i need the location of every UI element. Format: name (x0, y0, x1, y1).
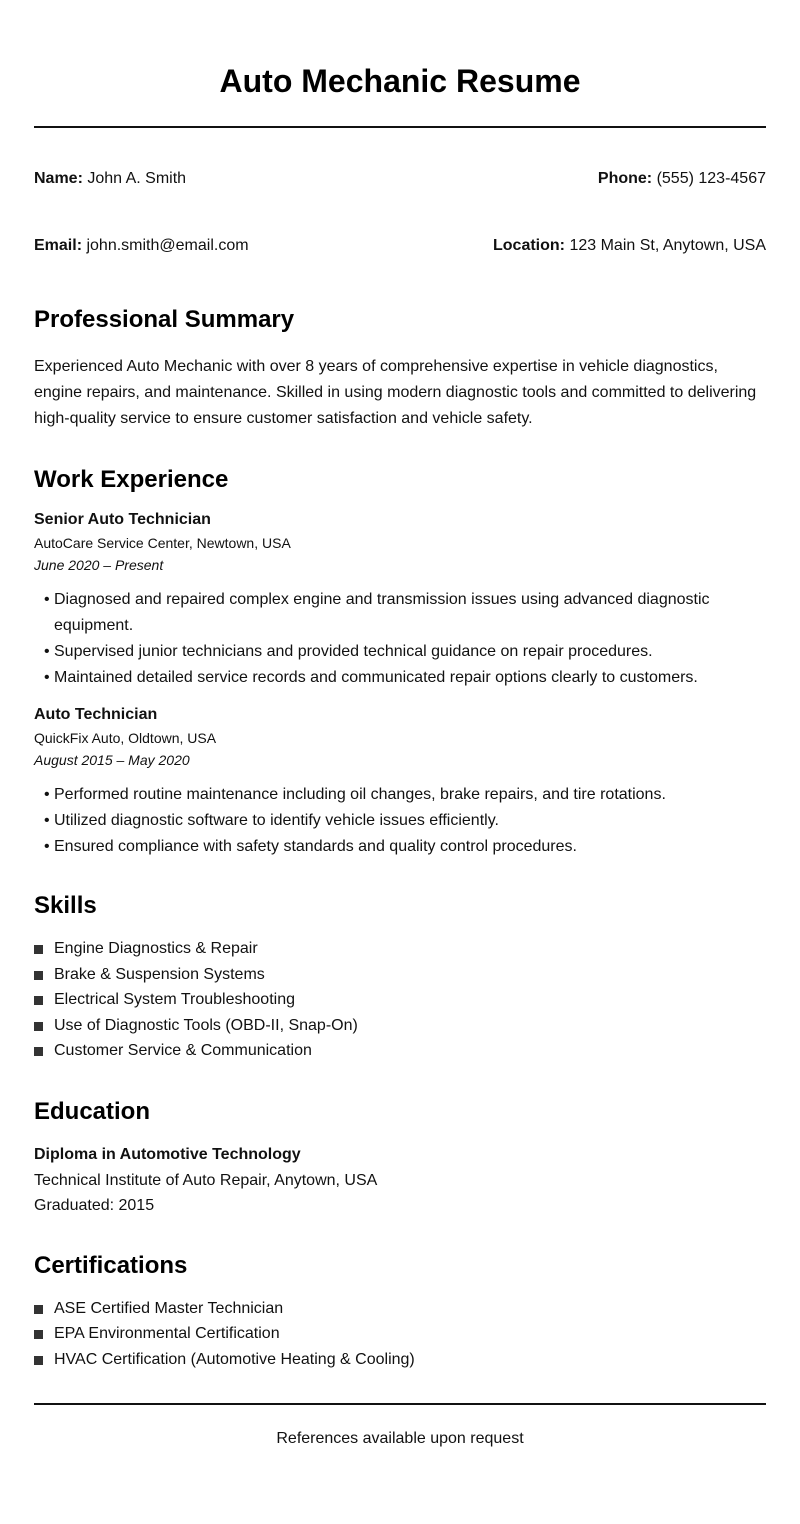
work-heading: Work Experience (34, 466, 229, 493)
contact-row-1 (34, 169, 766, 189)
bullet-dot-icon: • (44, 669, 50, 686)
bullet-dot-icon: • (44, 643, 50, 660)
job-bullet-text: Maintained detailed service records and communicated repair options clearly to customers. (54, 669, 698, 686)
job-entry (34, 510, 766, 691)
job-bullet (44, 834, 766, 860)
job-bullet-text: Diagnosed and repaired complex engine and transmission issues using advanced diagnostic equipment. (54, 591, 710, 634)
footer-divider (34, 1403, 766, 1405)
location-label: Location: (493, 237, 565, 254)
bullet-dot-icon: • (44, 786, 50, 803)
email-value: john.smith@email.com (86, 237, 249, 254)
skill-item (34, 1013, 766, 1039)
header-divider (34, 126, 766, 128)
summary-text: Experienced Auto Mechanic with over 8 years of comprehensive expertise in vehicle diagnostics, engine repairs, and maintenance. Skilled in using modern diagnostic tools and committed to delivering high-quality service to ensure customer satisfaction and vehicle safety. (34, 358, 757, 427)
job-dates: June 2020 – Present (34, 557, 164, 573)
skill-text: Brake & Suspension Systems (54, 965, 265, 983)
contact-phone (598, 169, 766, 189)
skill-item (34, 936, 766, 962)
phone-label: Phone: (597, 170, 653, 187)
location-value: 123 Main St, Anytown, USA (569, 237, 766, 254)
skill-item (34, 987, 766, 1013)
job-bullet (44, 782, 766, 808)
square-bullet-icon (34, 945, 43, 954)
certification-item (34, 1321, 766, 1347)
page-title: Auto Mechanic Resume (219, 63, 581, 99)
square-bullet-icon (34, 1047, 43, 1056)
job-dates: August 2015 – May 2020 (34, 752, 190, 768)
job-company: AutoCare Service Center, Newtown, USA (34, 535, 291, 551)
skill-item (34, 962, 766, 988)
job-bullet-text: Utilized diagnostic software to identify vehicle issues efficiently. (54, 812, 499, 829)
job-bullets (34, 782, 766, 860)
certifications-list (34, 1296, 766, 1373)
skills-section (34, 892, 766, 1064)
email-label: Email: (34, 237, 83, 254)
skills-heading: Skills (34, 892, 97, 919)
square-bullet-icon (34, 1356, 43, 1365)
certification-item (34, 1347, 766, 1373)
bullet-dot-icon: • (44, 812, 50, 829)
education-school: Technical Institute of Auto Repair, Anytown, USA (34, 1171, 378, 1189)
certification-text: HVAC Certification (Automotive Heating & Cooling) (54, 1350, 415, 1368)
square-bullet-icon (34, 1330, 43, 1339)
education-graduated: Graduated: 2015 (34, 1196, 155, 1214)
bullet-dot-icon: • (44, 591, 50, 608)
job-bullet (44, 639, 766, 665)
contact-name (34, 169, 186, 189)
education-section (34, 1098, 766, 1216)
certification-item (34, 1296, 766, 1322)
job-entry (34, 705, 766, 860)
job-bullet-text: Ensured compliance with safety standards and quality control procedures. (54, 838, 577, 855)
job-bullet (44, 587, 766, 639)
certifications-heading: Certifications (34, 1251, 188, 1279)
work-section (34, 466, 766, 860)
job-bullet (44, 808, 766, 834)
job-bullets (34, 587, 766, 691)
job-bullet-text: Performed routine maintenance including oil changes, brake repairs, and tire rotations. (54, 786, 666, 803)
certification-text: ASE Certified Master Technician (54, 1299, 284, 1317)
contact-email (34, 236, 249, 256)
footer-note: References available upon request (276, 1430, 524, 1447)
skill-text: Electrical System Troubleshooting (54, 991, 295, 1008)
education-heading: Education (34, 1097, 151, 1125)
job-bullet-text: Supervised junior technicians and provided technical guidance on repair procedures. (54, 643, 653, 660)
contact-row-2 (34, 236, 766, 256)
square-bullet-icon (34, 1305, 43, 1314)
square-bullet-icon (34, 1022, 43, 1031)
square-bullet-icon (34, 996, 43, 1005)
job-title: Auto Technician (34, 706, 158, 723)
skill-item (34, 1038, 766, 1064)
job-bullet (44, 665, 766, 691)
bullet-dot-icon: • (44, 838, 50, 855)
job-company: QuickFix Auto, Oldtown, USA (34, 730, 217, 746)
certification-text: EPA Environmental Certification (54, 1325, 280, 1342)
certifications-section (34, 1252, 766, 1373)
phone-value: (555) 123-4567 (656, 170, 766, 187)
summary-section (34, 306, 766, 432)
skill-text: Engine Diagnostics & Repair (54, 940, 258, 957)
summary-heading: Professional Summary (34, 306, 295, 333)
education-degree: Diploma in Automotive Technology (34, 1145, 301, 1163)
skills-list (34, 936, 766, 1064)
skill-text: Use of Diagnostic Tools (OBD-II, Snap-On) (54, 1016, 358, 1034)
square-bullet-icon (34, 971, 43, 980)
skill-text: Customer Service & Communication (54, 1042, 312, 1059)
name-value: John A. Smith (87, 170, 187, 187)
name-label: Name: (34, 170, 83, 187)
job-title: Senior Auto Technician (34, 511, 211, 528)
contact-location (493, 236, 766, 256)
